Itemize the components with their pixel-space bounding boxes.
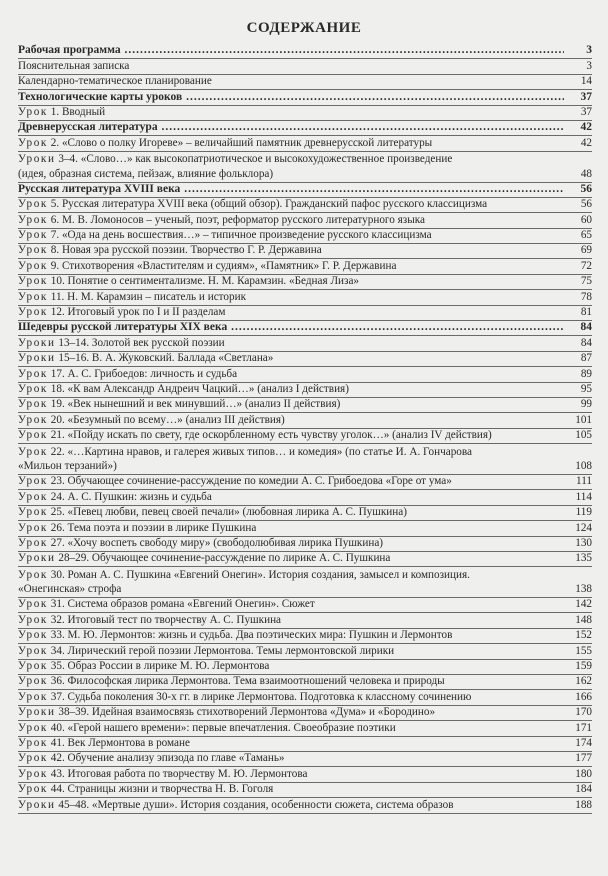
toc-entry	[18, 444, 592, 459]
lesson-title: 6. М. В. Ломоносов – ученый, поэт, реформатор русского литературного языка	[47, 213, 425, 226]
lesson-title: 13–14. Золотой век русской поэзии	[55, 336, 225, 349]
toc-page-number: 78	[580, 290, 592, 303]
toc-page-number: 3	[586, 59, 592, 72]
toc-entry-text: Рабочая программа .....	[18, 43, 564, 58]
toc-entry-text	[18, 705, 564, 720]
lesson-label: Урок	[18, 629, 48, 642]
lesson-label: Урок	[18, 367, 48, 380]
lesson-label: Урок	[18, 675, 48, 688]
toc-entry	[18, 783, 592, 798]
toc-entry-text	[18, 536, 564, 551]
lesson-title: 27. «Хочу воспеть свободу миру» (свободолюбивая лирика Пушкина)	[47, 536, 384, 549]
page-title: СОДЕРЖАНИЕ	[246, 20, 362, 36]
toc-entry	[18, 490, 592, 505]
lesson-title: 41. Век Лермонтова в романе	[47, 736, 190, 749]
lesson-label: Урок	[18, 767, 48, 780]
lesson-label: Урок	[18, 105, 48, 118]
lesson-title: 8. Новая эра русской поэзии. Творчество Г. Р. Державина	[47, 244, 322, 257]
toc-entry-text	[18, 413, 564, 428]
toc-page-number: 42	[580, 121, 592, 134]
lesson-label: Уроки	[18, 153, 56, 166]
toc-page-number: 180	[575, 767, 592, 780]
lesson-title: 34. Лирический герой поэзии Лермонтова. Темы лермонтовской лирики	[47, 644, 395, 657]
toc-entry	[18, 552, 592, 567]
toc-entry-text	[18, 336, 564, 351]
lesson-title: 44. Страницы жизни и творчества Н. В. Гоголя	[47, 783, 274, 796]
lesson-label: Уроки	[18, 798, 56, 811]
toc-page-number: 114	[575, 490, 592, 503]
toc-entry	[18, 198, 592, 213]
lesson-label: Урок	[18, 244, 48, 257]
toc-section-heading	[18, 183, 592, 198]
toc-entry	[18, 675, 592, 690]
lesson-title: 26. Тема поэта и поэзии в лирике Пушкина	[47, 521, 257, 534]
lesson-label: Урок	[18, 429, 48, 442]
toc-entry-text	[18, 290, 564, 305]
toc-page-number: 148	[575, 613, 592, 626]
lesson-label: Урок	[18, 690, 48, 703]
lesson-title: 32. Итоговый тест по творчеству А. С. Пушкина	[47, 613, 282, 626]
toc-page-number: 166	[575, 690, 592, 703]
toc-entry	[18, 167, 592, 182]
toc-entry	[18, 336, 592, 351]
toc-page-number: 95	[580, 382, 592, 395]
toc-entry-text	[18, 628, 564, 643]
toc-entry-text	[18, 751, 564, 766]
toc-page-number: 162	[575, 675, 592, 688]
lesson-title: 9. Стихотворения «Властителям и судиям», «Памятник» Г. Р. Державина	[47, 259, 397, 272]
toc-entry	[18, 583, 592, 598]
lesson-label: Урок	[18, 445, 48, 458]
lesson-title: 40. «Герой нашего времени»: первые впечатления. Своеобразие поэтики	[47, 721, 396, 734]
toc-page-number: 87	[580, 352, 592, 365]
toc-entry	[18, 644, 592, 659]
toc-entry-text	[18, 736, 564, 751]
toc-page-number: 142	[575, 598, 592, 611]
lesson-label: Урок	[18, 213, 48, 226]
lesson-title: 1. Вводный	[47, 105, 106, 118]
lesson-title: 7. «Ода на день восшествия…» – типичное произведение русского классицизма	[47, 229, 432, 242]
lesson-title: 35. Образ России в лирике М. Ю. Лермонтова	[47, 660, 270, 673]
toc-entry-text: Календарно-тематическое планирование	[18, 75, 212, 88]
toc-page-number: 56	[580, 198, 592, 211]
lesson-title: 24. А. С. Пушкин: жизнь и судьба	[47, 490, 212, 503]
toc-page-number: 111	[576, 475, 592, 488]
toc-entry-text	[18, 613, 564, 628]
toc-entry-text	[18, 551, 564, 566]
toc-page-number: 188	[575, 798, 592, 811]
toc-page-number: 159	[575, 660, 592, 673]
lesson-label: Урок	[18, 275, 48, 288]
toc-page-number: 3	[586, 44, 592, 57]
lesson-label: Урок	[18, 783, 48, 796]
toc-entry	[18, 398, 592, 413]
toc-entry-text	[18, 644, 564, 659]
lesson-title: 19. «Век нынешний и век минувший…» (анализ II действия)	[47, 398, 341, 411]
toc-entry	[18, 229, 592, 244]
lesson-label: Урок	[18, 568, 48, 581]
toc-entry	[18, 521, 592, 536]
lesson-title: 20. «Безумный по всему…» (анализ III действия)	[47, 413, 285, 426]
toc-page-number: 130	[575, 536, 592, 549]
toc-entry-text	[18, 259, 564, 274]
toc-entry-text	[18, 213, 564, 228]
lesson-label: Урок	[18, 660, 48, 673]
toc-page-number: 174	[575, 736, 592, 749]
toc-entry-text	[18, 397, 564, 412]
lesson-label: Урок	[18, 506, 48, 519]
toc-entry	[18, 660, 592, 675]
lesson-label: Урок	[18, 490, 48, 503]
toc-page-number: 135	[575, 552, 592, 565]
lesson-title: 21. «Пойду искать по свету, где оскорбленному есть чувству уголок…» (анализ IV действия)	[47, 429, 492, 442]
toc-entry	[18, 59, 592, 74]
toc-page-number: 69	[580, 244, 592, 257]
lesson-label: Урок	[18, 136, 48, 149]
toc-entry	[18, 613, 592, 628]
toc-entry	[18, 259, 592, 274]
toc-entry	[18, 75, 592, 90]
toc-entry-text	[18, 428, 564, 443]
toc-entry-text: Технологические карты уроков .....	[18, 90, 564, 105]
toc-page-number: 56	[580, 182, 592, 195]
lesson-label: Уроки	[18, 552, 56, 565]
lesson-label: Урок	[18, 198, 48, 211]
toc-entry-text: «Мильон терзаний»)	[18, 459, 117, 472]
lesson-label: Урок	[18, 229, 48, 242]
toc-page-number: 138	[575, 583, 592, 596]
toc-page-number: 105	[575, 429, 592, 442]
lesson-title: 37. Судьба поколения 30-х гг. в лирике Лермонтова. Подготовка к классному сочинению	[47, 690, 472, 703]
toc-entry	[18, 290, 592, 305]
toc-entry-text	[18, 197, 564, 212]
lesson-label: Урок	[18, 613, 48, 626]
toc-page-number: 84	[580, 321, 592, 334]
lesson-title: 15–16. В. А. Жуковский. Баллада «Светлана»	[55, 352, 274, 365]
toc-entry-text	[18, 505, 564, 520]
toc-entry	[18, 429, 592, 444]
toc-entry	[18, 598, 592, 613]
toc-entry-text	[18, 305, 564, 320]
toc-entry	[18, 537, 592, 552]
toc-entry-text	[18, 243, 564, 258]
lesson-label: Урок	[18, 382, 48, 395]
lesson-title: 17. А. С. Грибоедов: личность и судьба	[47, 367, 238, 380]
toc-entry	[18, 413, 592, 428]
toc-entry-text	[18, 659, 564, 674]
lesson-label: Урок	[18, 721, 48, 734]
toc-page-number: 124	[575, 521, 592, 534]
toc-entry	[18, 706, 592, 721]
toc-entry-text	[18, 152, 564, 167]
toc-entry	[18, 275, 592, 290]
lesson-label: Урок	[18, 536, 48, 549]
lesson-label: Урок	[18, 398, 48, 411]
lesson-label: Урок	[18, 306, 48, 319]
toc-entry	[18, 152, 592, 167]
toc-entry	[18, 106, 592, 121]
lesson-title: 38–39. Идейная взаимосвязь стихотворений Лермонтова «Дума» и «Бородино»	[55, 706, 436, 719]
toc-entry-text	[18, 597, 564, 612]
toc-page-number: 170	[575, 706, 592, 719]
toc-entry-text	[18, 674, 564, 689]
lesson-title: 10. Понятие о сентиментализме. Н. М. Карамзин. «Бедная Лиза»	[47, 275, 360, 288]
lesson-label: Урок	[18, 259, 48, 272]
toc-entry-text: «Онегинская» строфа	[18, 583, 122, 596]
lesson-title: 36. Философская лирика Лермонтова. Тема взаимоотношений человека и природы	[47, 675, 445, 688]
toc-page-number: 48	[580, 167, 592, 180]
toc-entry-text	[18, 721, 564, 736]
toc-entry-text	[18, 382, 564, 397]
lesson-title: 12. Итоговый урок по I и II разделам	[47, 306, 226, 319]
toc-entry-text	[18, 782, 564, 797]
toc-page-number: 89	[580, 367, 592, 380]
toc-entry-text	[18, 445, 564, 460]
toc-entry	[18, 506, 592, 521]
lesson-title: 11. Н. М. Карамзин – писатель и историк	[47, 290, 247, 303]
toc-section-heading	[18, 121, 592, 136]
toc-page-number: 65	[580, 229, 592, 242]
toc-entry-text	[18, 767, 564, 782]
toc-entry-text	[18, 521, 564, 536]
toc-page-number: 84	[580, 336, 592, 349]
toc-page-number: 14	[580, 75, 592, 88]
lesson-title: 33. М. Ю. Лермонтов: жизнь и судьба. Два поэтических мира: Пушкин и Лермонтов	[47, 629, 453, 642]
lesson-title: 23. Обучающее сочинение-рассуждение по комедии А. С. Грибоедова «Горе от ума»	[47, 475, 452, 488]
toc-page-number: 171	[575, 721, 592, 734]
lesson-label: Урок	[18, 521, 48, 534]
toc-page-number: 101	[575, 413, 592, 426]
toc-entry-text: Пояснительная записка	[18, 59, 130, 72]
toc-entry-text: Русская литература XVIII века .....	[18, 182, 564, 197]
toc-entry	[18, 798, 592, 813]
toc-entry	[18, 460, 592, 475]
toc-entry-text	[18, 105, 564, 120]
toc-entry-text	[18, 136, 564, 151]
lesson-title: 31. Система образов романа «Евгений Онегин». Сюжет	[47, 598, 315, 611]
toc-page-number: 37	[580, 105, 592, 118]
toc-section-heading	[18, 321, 592, 336]
toc-entry-text	[18, 490, 564, 505]
lesson-title: 18. «К вам Александр Андреич Чацкий…» (анализ I действия)	[47, 382, 349, 395]
toc-page-number: 72	[580, 259, 592, 272]
lesson-title: 5. Русская литература XVIII века (общий обзор). Гражданский пафос русского классицизма	[47, 198, 488, 211]
toc-page-number: 152	[575, 629, 592, 642]
toc-section-heading	[18, 44, 592, 59]
toc-page-number: 60	[580, 213, 592, 226]
lesson-label: Урок	[18, 413, 48, 426]
toc-entry-text	[18, 568, 564, 583]
toc-entry	[18, 690, 592, 705]
toc-entry	[18, 244, 592, 259]
toc-entry	[18, 721, 592, 736]
toc-page-number: 81	[580, 306, 592, 319]
lesson-title: 42. Обучение анализу эпизода по главе «Тамань»	[47, 752, 285, 765]
toc-entry	[18, 367, 592, 382]
toc-entry	[18, 475, 592, 490]
toc-page-number: 108	[575, 459, 592, 472]
lesson-title: 28–29. Обучающее сочинение-рассуждение по лирике А. С. Пушкина	[55, 552, 391, 565]
toc-entry	[18, 752, 592, 767]
toc-entry-text: Древнерусская литература .....	[18, 120, 564, 135]
toc-entry	[18, 352, 592, 367]
toc-entry-text	[18, 798, 564, 813]
lesson-label: Урок	[18, 290, 48, 303]
lesson-title: 25. «Певец любви, певец своей печали» (любовная лирика А. С. Пушкина)	[47, 506, 407, 519]
toc-entry-text	[18, 367, 564, 382]
toc-page-number: 119	[575, 506, 592, 519]
toc-page-number: 99	[580, 398, 592, 411]
toc-entry	[18, 737, 592, 752]
lesson-label: Урок	[18, 644, 48, 657]
toc-entry-text	[18, 474, 564, 489]
toc-page-number: 155	[575, 644, 592, 657]
lesson-title: 43. Итоговая работа по творчеству М. Ю. Лермонтова	[47, 767, 308, 780]
lesson-label: Уроки	[18, 336, 56, 349]
table-of-contents	[18, 44, 592, 814]
toc-entry	[18, 383, 592, 398]
toc-page-number: 184	[575, 783, 592, 796]
lesson-label: Урок	[18, 475, 48, 488]
lesson-title: 2. «Слово о полку Игореве» – величайший памятник древнерусской литературы	[47, 136, 433, 149]
lesson-title: 22. «…Картина нравов, и галерея живых типов… и комедия» (по статье И. А. Гончарова	[47, 445, 472, 458]
toc-entry-text: Шедевры русской литературы XIX века .....	[18, 320, 564, 335]
toc-entry	[18, 567, 592, 582]
toc-entry	[18, 306, 592, 321]
toc-entry	[18, 767, 592, 782]
lesson-title: 3–4. «Слово…» как высокопатриотическое и высокохудожественное произведение	[55, 153, 453, 166]
lesson-label: Уроки	[18, 352, 56, 365]
lesson-label: Урок	[18, 598, 48, 611]
toc-entry-text	[18, 351, 564, 366]
toc-entry-text: (идея, образная система, пейзаж, влияние фольклора)	[18, 167, 274, 180]
lesson-label: Урок	[18, 736, 48, 749]
toc-page-number: 75	[580, 275, 592, 288]
lesson-title: 30. Роман А. С. Пушкина «Евгений Онегин». История создания, замысел и композиция.	[47, 568, 470, 581]
lesson-label: Урок	[18, 752, 48, 765]
lesson-title: 45–48. «Мертвые души». История создания, особенности сюжета, система образов	[55, 798, 454, 811]
toc-entry-text	[18, 274, 564, 289]
toc-entry-text	[18, 228, 564, 243]
toc-entry-text	[18, 690, 564, 705]
toc-entry	[18, 629, 592, 644]
toc-page-number: 177	[575, 752, 592, 765]
toc-page-number: 42	[580, 136, 592, 149]
lesson-label: Уроки	[18, 706, 56, 719]
toc-page-number: 37	[580, 90, 592, 103]
toc-entry	[18, 136, 592, 151]
toc-section-heading	[18, 90, 592, 105]
toc-entry	[18, 213, 592, 228]
